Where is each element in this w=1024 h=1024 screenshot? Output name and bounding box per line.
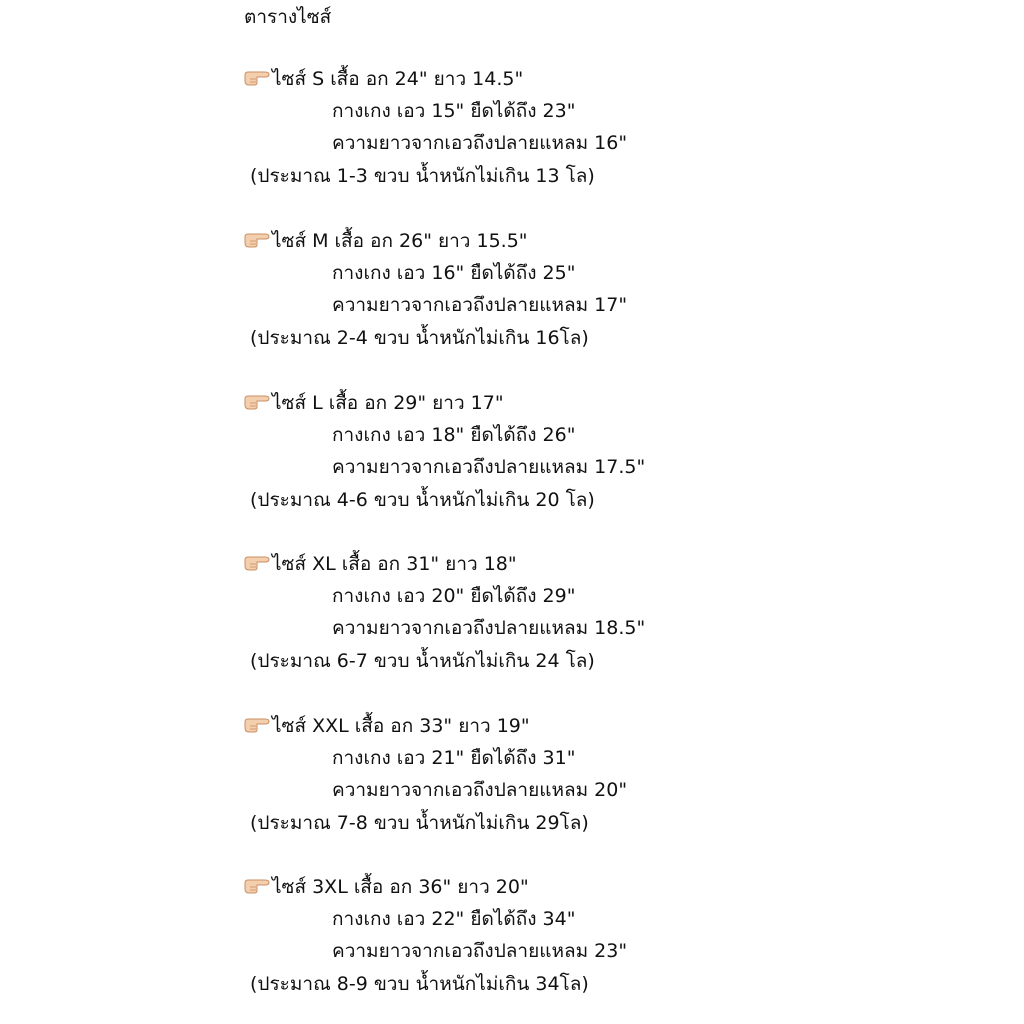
size-block-l	[244, 390, 1004, 530]
rise-length-text: ความยาวจากเอวถึงปลายแหลม 23"	[332, 940, 628, 962]
size-block-m	[244, 228, 1004, 368]
rise-length-text: ความยาวจากเอวถึงปลายแหลม 16"	[332, 132, 628, 154]
pants-waist-text: กางเกง เอว 15" ยืดได้ถึง 23"	[332, 100, 576, 122]
size-spec-text: ไซส์ 3XL เสื้อ อก 36" ยาว 20"	[272, 876, 529, 898]
size-block-xl	[244, 551, 1004, 691]
rise-length-text: ความยาวจากเอวถึงปลายแหลม 20"	[332, 779, 628, 801]
pants-waist-text: กางเกง เอว 18" ยืดได้ถึง 26"	[332, 424, 576, 446]
size-block-xxl	[244, 713, 1004, 853]
age-weight-text: (ประมาณ 8-9 ขวบ น้ำหนักไม่เกิน 34โล)	[250, 973, 589, 995]
size-block-3xl	[244, 874, 1004, 1014]
pointing-hand-icon	[244, 717, 270, 733]
rise-length-text: ความยาวจากเอวถึงปลายแหลม 17"	[332, 294, 628, 316]
size-chart-document	[244, 0, 1004, 1024]
pants-waist-text: กางเกง เอว 21" ยืดได้ถึง 31"	[332, 747, 576, 769]
size-line-main	[244, 551, 517, 577]
age-weight-text: (ประมาณ 7-8 ขวบ น้ำหนักไม่เกิน 29โล)	[250, 812, 589, 834]
size-line-main	[244, 390, 504, 416]
size-spec-text: ไซส์ M เสื้อ อก 26" ยาว 15.5"	[272, 230, 528, 252]
size-line-main	[244, 66, 523, 92]
size-line-main	[244, 874, 529, 900]
rise-length-text: ความยาวจากเอวถึงปลายแหลม 17.5"	[332, 456, 646, 478]
age-weight-text: (ประมาณ 4-6 ขวบ น้ำหนักไม่เกิน 20 โล)	[250, 489, 595, 511]
size-spec-text: ไซส์ XL เสื้อ อก 31" ยาว 18"	[272, 553, 517, 575]
pants-waist-text: กางเกง เอว 20" ยืดได้ถึง 29"	[332, 585, 576, 607]
pants-waist-text: กางเกง เอว 16" ยืดได้ถึง 25"	[332, 262, 576, 284]
size-block-s	[244, 66, 1004, 206]
pointing-hand-icon	[244, 555, 270, 571]
pants-waist-text: กางเกง เอว 22" ยืดได้ถึง 34"	[332, 908, 576, 930]
size-line-main	[244, 713, 530, 739]
age-weight-text: (ประมาณ 1-3 ขวบ น้ำหนักไม่เกิน 13 โล)	[250, 165, 595, 187]
size-line-main	[244, 228, 528, 254]
pointing-hand-icon	[244, 70, 270, 86]
pointing-hand-icon	[244, 232, 270, 248]
age-weight-text: (ประมาณ 6-7 ขวบ น้ำหนักไม่เกิน 24 โล)	[250, 650, 595, 672]
size-spec-text: ไซส์ XXL เสื้อ อก 33" ยาว 19"	[272, 715, 530, 737]
age-weight-text: (ประมาณ 2-4 ขวบ น้ำหนักไม่เกิน 16โล)	[250, 327, 589, 349]
pointing-hand-icon	[244, 394, 270, 410]
pointing-hand-icon	[244, 878, 270, 894]
size-spec-text: ไซส์ L เสื้อ อก 29" ยาว 17"	[272, 392, 504, 414]
page-title: ตารางไซส์	[244, 6, 332, 28]
rise-length-text: ความยาวจากเอวถึงปลายแหลม 18.5"	[332, 617, 646, 639]
size-spec-text: ไซส์ S เสื้อ อก 24" ยาว 14.5"	[272, 68, 524, 90]
